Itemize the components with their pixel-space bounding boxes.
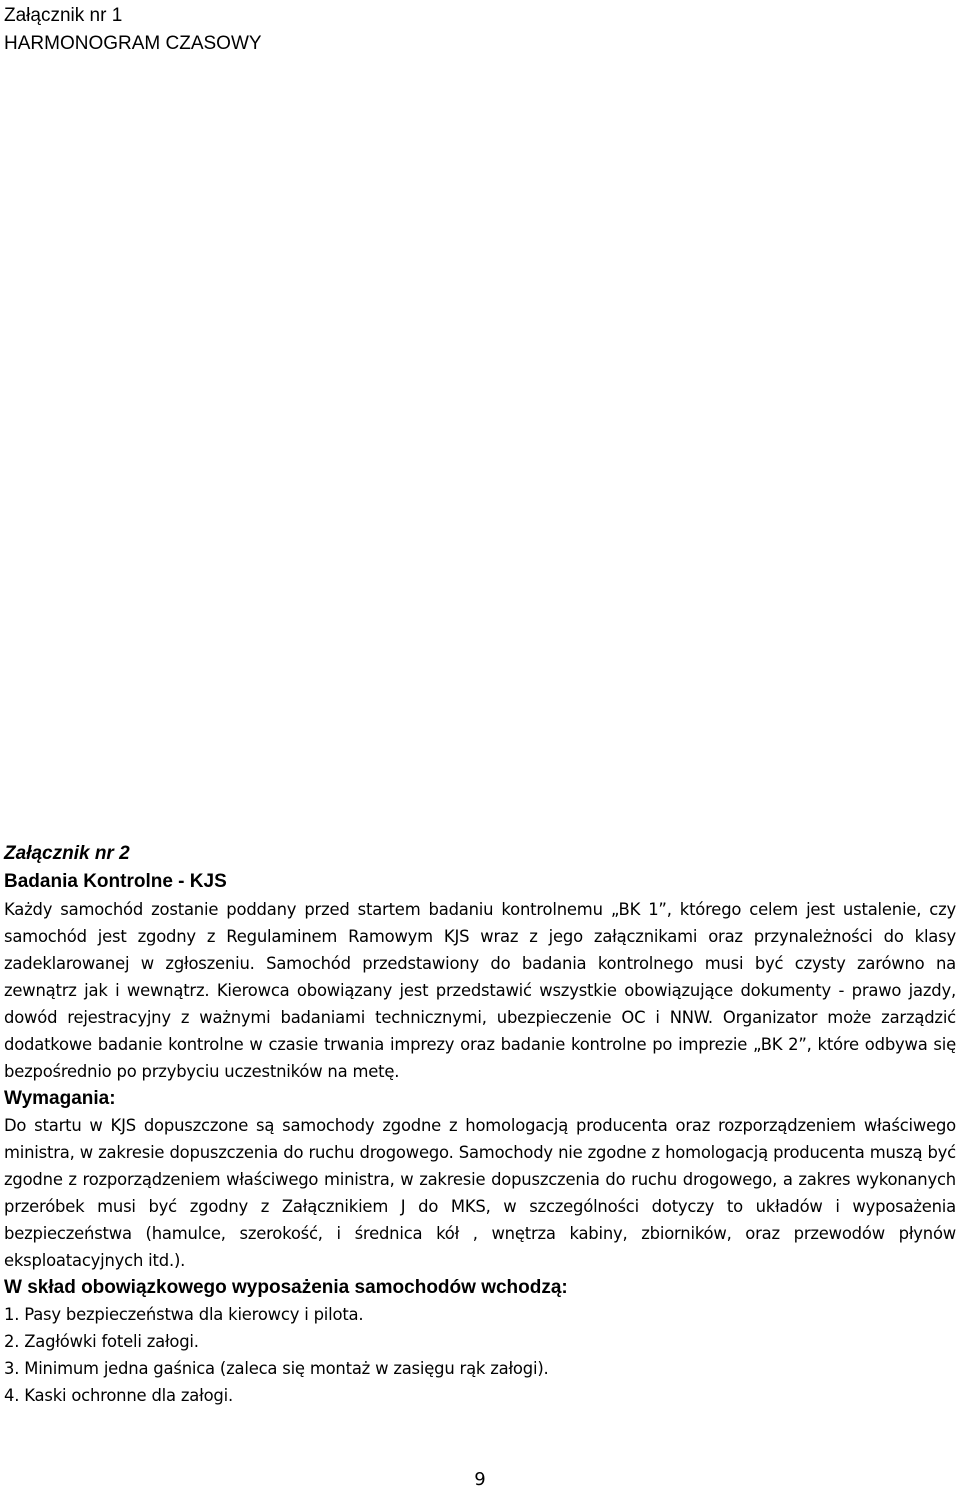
annex-1-section [4,2,954,58]
annex-2-section [4,840,956,1409]
list-item: 1. Pasy bezpieczeństwa dla kierowcy i pilota. [4,1305,364,1324]
intro-paragraph: Każdy samochód zostanie poddany przed startem badaniu kontrolnemu „BK 1”, którego celem jest ustalenie, czy samochód jest zgodny z Regulaminem Ramowym KJS wraz z jego załącznikami oraz przynależności do klasy zadeklarowanej w zgłoszeniu. Samochód przedstawiony do badania kontrolnego musi być czysty zarówno na zewnątrz jak i wewnątrz. Kierowca obowiązany jest przedstawić wszystkie obowiązujące dokumenty - prawo jazdy, dowód rejestracyjny z ważnymi badaniami technicznymi, ubezpieczenie OC i NNW. Organizator może zarządzić dodatkowe badanie kontrolne w czasie trwania imprezy oraz badanie kontrolne po imprezie „BK 2”, które odbywa się bezpośrednio po przybyciu uczestników na metę. [4,900,956,1081]
annex-2-label: Załącznik nr 2 [4,843,130,864]
annex-1-label: Załącznik nr 1 [4,5,123,26]
annex-2-title: Badania Kontrolne - KJS [4,871,227,892]
list-item: 3. Minimum jedna gaśnica (zaleca się montaż w zasięgu rąk załogi). [4,1359,549,1378]
requirements-heading: Wymagania: [4,1088,116,1109]
list-item: 2. Zagłówki foteli załogi. [4,1332,199,1351]
equipment-heading: W skład obowiązkowego wyposażenia samochodów wchodzą: [4,1277,568,1298]
annex-1-title: HARMONOGRAM CZASOWY [4,33,262,54]
equipment-list [4,1301,956,1409]
page-number: 9 [474,1469,486,1490]
requirements-paragraph: Do startu w KJS dopuszczone są samochody zgodne z homologacją producenta oraz rozporządzeniem właściwego ministra, w zakresie dopuszczenia do ruchu drogowego. Samochody nie zgodne z homologacją producenta muszą być zgodne z rozporządzeniem właściwego ministra, w zakresie dopuszczenia do ruchu drogowego, a zakres wykonanych przeróbek musi być zgodny z Załącznikiem J do MKS, w szczególności dotyczy to układów i wyposażenia bezpieczeństwa (hamulce, szerokość, i średnica kół , wnętrza kabiny, zbiorników, oraz przewodów płynów eksploatacyjnych itd.). [4,1116,956,1270]
list-item: 4. Kaski ochronne dla załogi. [4,1386,233,1405]
